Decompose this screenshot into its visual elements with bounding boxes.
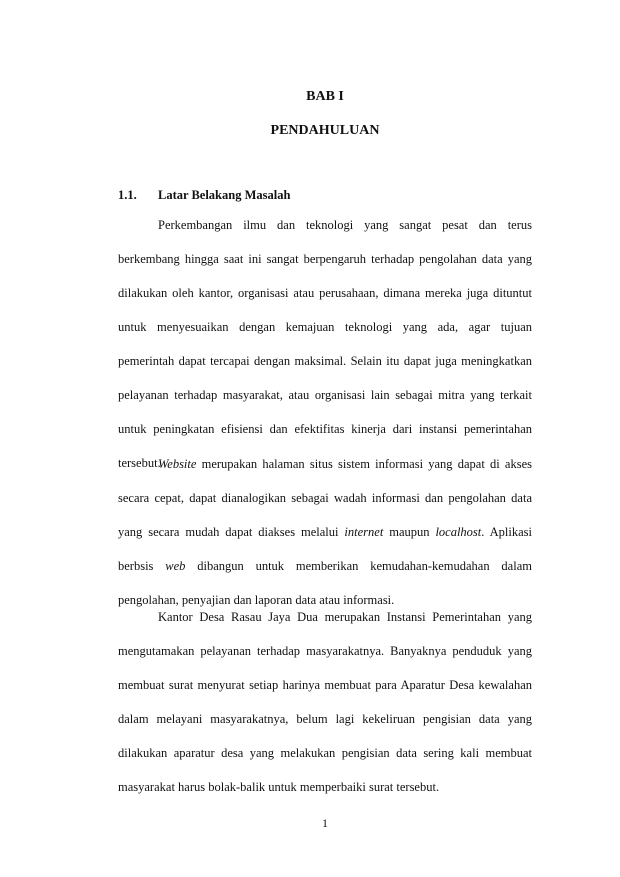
section-number: 1.1. [118,188,137,202]
paragraph-line: untuk menyesuaikan dengan kemajuan teknologi yang ada, agar tujuan [118,320,532,334]
paragraph-3 [118,600,532,804]
text-run: dibangun untuk memberikan kemudahan-kemudahan dalam [185,559,532,573]
paragraph-line [118,549,532,583]
paragraph-line: Perkembangan ilmu dan teknologi yang sangat pesat dan terus [158,218,532,232]
paragraph-line: dilakukan oleh kantor, organisasi atau perusahaan, dimana mereka juga dituntut [118,286,532,300]
paragraph-line: membuat surat menyurat setiap harinya membuat para Aparatur Desa kewalahan [118,678,532,692]
italic-term: localhost [435,525,482,539]
paragraph-2 [118,447,532,617]
section-title: Latar Belakang Masalah [158,188,291,202]
paragraph-line: tersebut. [118,456,161,470]
text-run: berbsis [118,559,166,573]
text-run: maupun [383,525,436,539]
text-run: . Aplikasi [481,525,532,539]
paragraph-line: dalam melayani masyarakatnya, belum lagi kekeliruan pengisian data yang [118,712,532,726]
italic-term: internet [344,525,384,539]
text-run: yang secara mudah dapat diakses melalui [118,525,345,539]
paragraph-1 [118,208,532,480]
text-run: merupakan halaman situs sistem informasi yang dapat di akses [196,457,532,471]
paragraph-line: secara cepat, dapat dianalogikan sebagai wadah informasi dan pengolahan data [118,491,532,505]
italic-term: Website [158,457,197,471]
section-heading [118,188,290,203]
paragraph-line [118,447,532,481]
paragraph-line: berkembang hingga saat ini sangat berpengaruh terhadap pengolahan data yang [118,252,532,266]
paragraph-line: Kantor Desa Rasau Jaya Dua merupakan Instansi Pemerintahan yang [158,610,532,624]
paragraph-line: dilakukan aparatur desa yang melakukan pengisian data sering kali membuat [118,746,532,760]
italic-term: web [165,559,186,573]
paragraph-line: masyarakat harus bolak-balik untuk memperbaiki surat tersebut. [118,780,440,794]
paragraph-line [118,515,532,549]
paragraph-line: pengolahan, penyajian dan laporan data atau informasi. [118,593,395,607]
paragraph-line: untuk peningkatan efisiensi dan efektifitas kinerja dari instansi pemerintahan [118,422,532,436]
paragraph-line: pemerintah dapat tercapai dengan maksimal. Selain itu dapat juga meningkatkan [118,354,532,368]
page-number: 1 [322,816,328,830]
paragraph-line: mengutamakan pelayanan terhadap masyarakatnya. Banyaknya penduduk yang [118,644,532,658]
chapter-number: BAB I [306,89,344,104]
chapter-title: PENDAHULUAN [270,123,380,138]
paragraph-line: pelayanan terhadap masyarakat, atau organisasi lain sebagai mitra yang terkait [118,388,532,402]
